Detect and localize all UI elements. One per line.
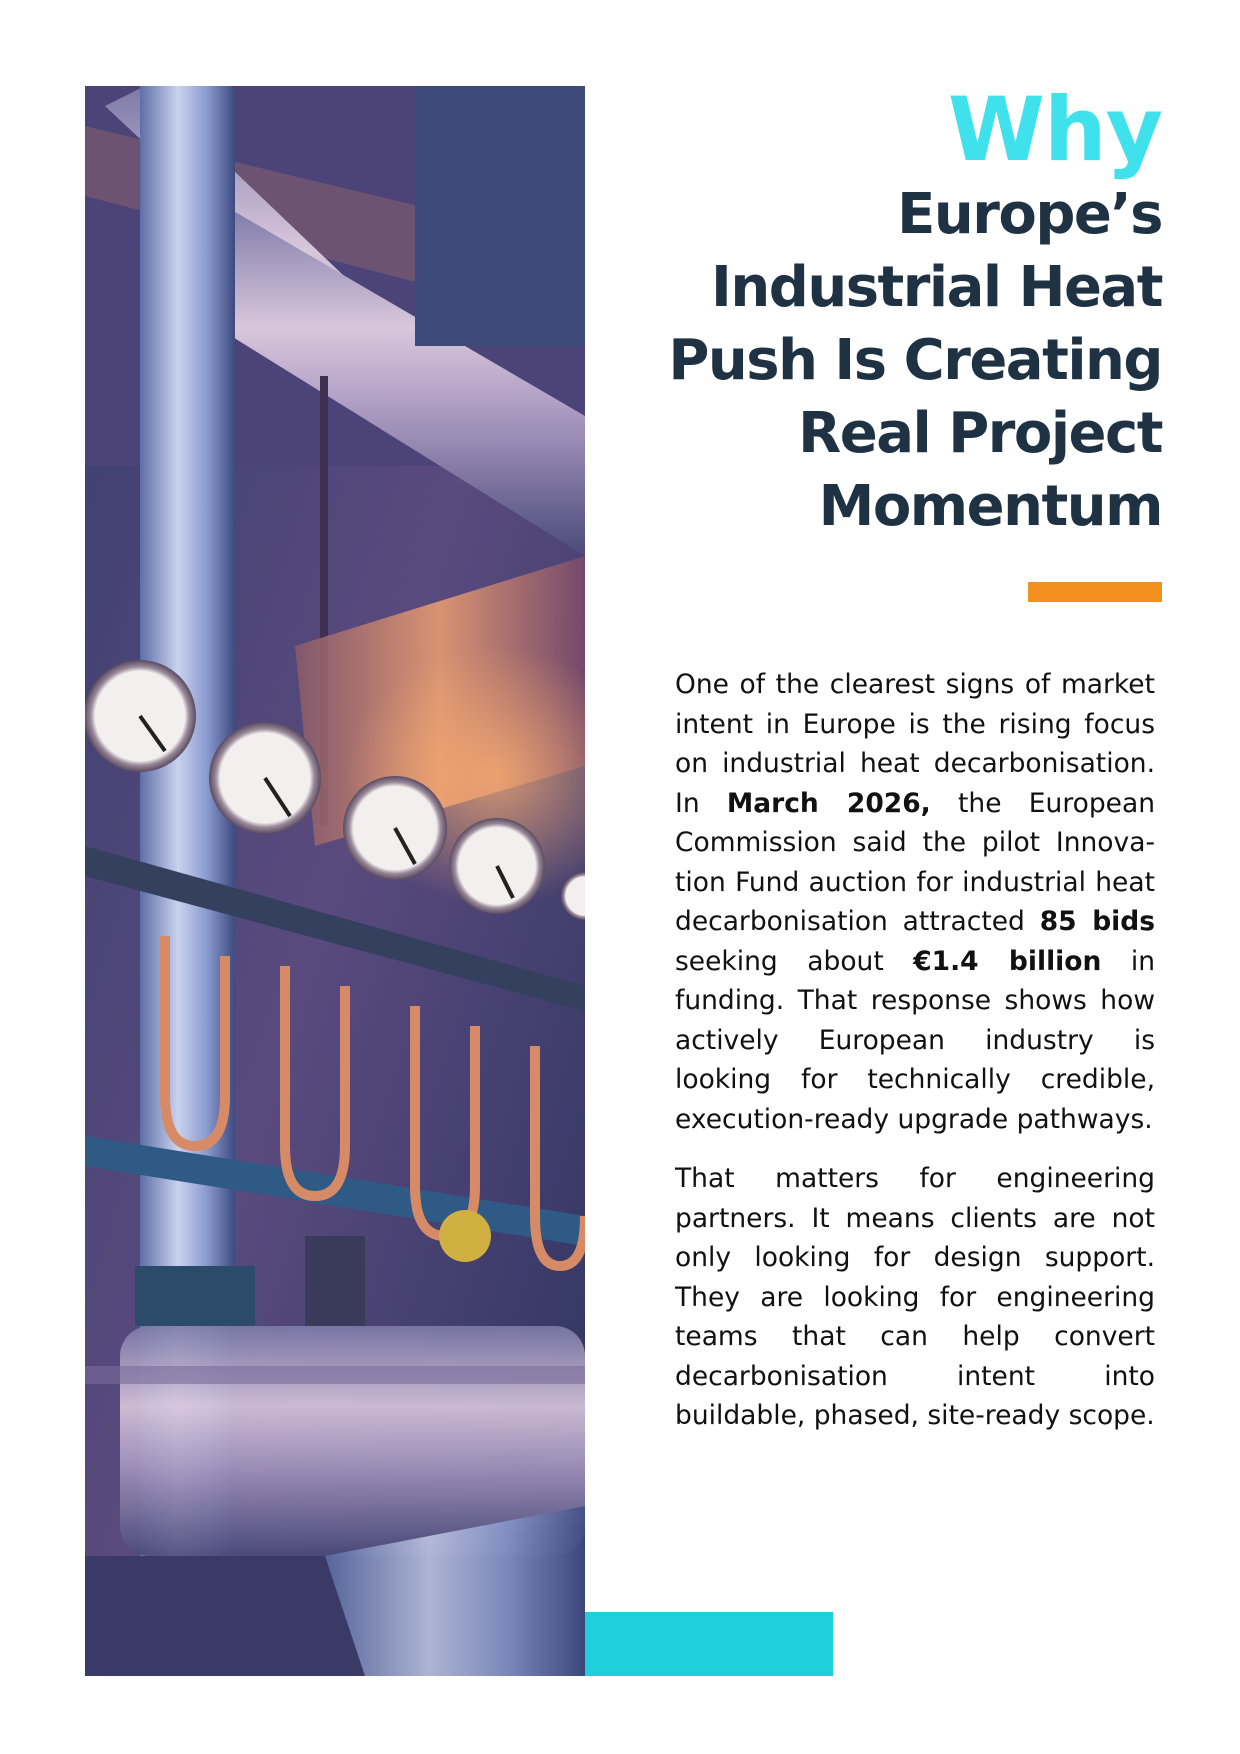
title-line: Push Is Creating — [668, 328, 1162, 393]
article-body — [675, 665, 1155, 1456]
accent-rule — [1028, 582, 1162, 602]
title-kicker: Why — [947, 78, 1162, 181]
highlight-date: March 2026, — [726, 787, 931, 819]
body-paragraph — [675, 665, 1155, 1139]
title-line: Real Project — [798, 401, 1162, 466]
title-line: Industrial Heat — [711, 255, 1162, 320]
body-paragraph: That matters for engineering partners. It means clients are not only looking for design support. They are looking for engineering teams that can help convert decarbonisation intent into buildable, phased, site-ready scope. — [675, 1163, 1155, 1431]
accent-bar — [585, 1612, 833, 1676]
body-text-run: seeking about — [675, 945, 914, 977]
title-line: Europe’s — [897, 182, 1162, 247]
title-line: Momentum — [818, 474, 1162, 539]
body-text-run: the European Commission said the pilot Innovation Fund auction for industrial heat decarbonisation attracted — [675, 787, 1155, 937]
body-text-run: in funding. That response shows how actively European industry is looking for technically credible, execution-ready upgrade pathways. — [675, 945, 1155, 1135]
industrial-pipes-photo — [85, 86, 585, 1676]
highlight-funding: €1.4 billion — [913, 945, 1102, 977]
body-text-run: One of the clearest signs of market intent in Europe is the rising focus on industrial heat decarbonisation. In — [675, 669, 1155, 819]
highlight-bids: 85 bids — [1039, 906, 1155, 937]
page-title — [542, 78, 1162, 543]
